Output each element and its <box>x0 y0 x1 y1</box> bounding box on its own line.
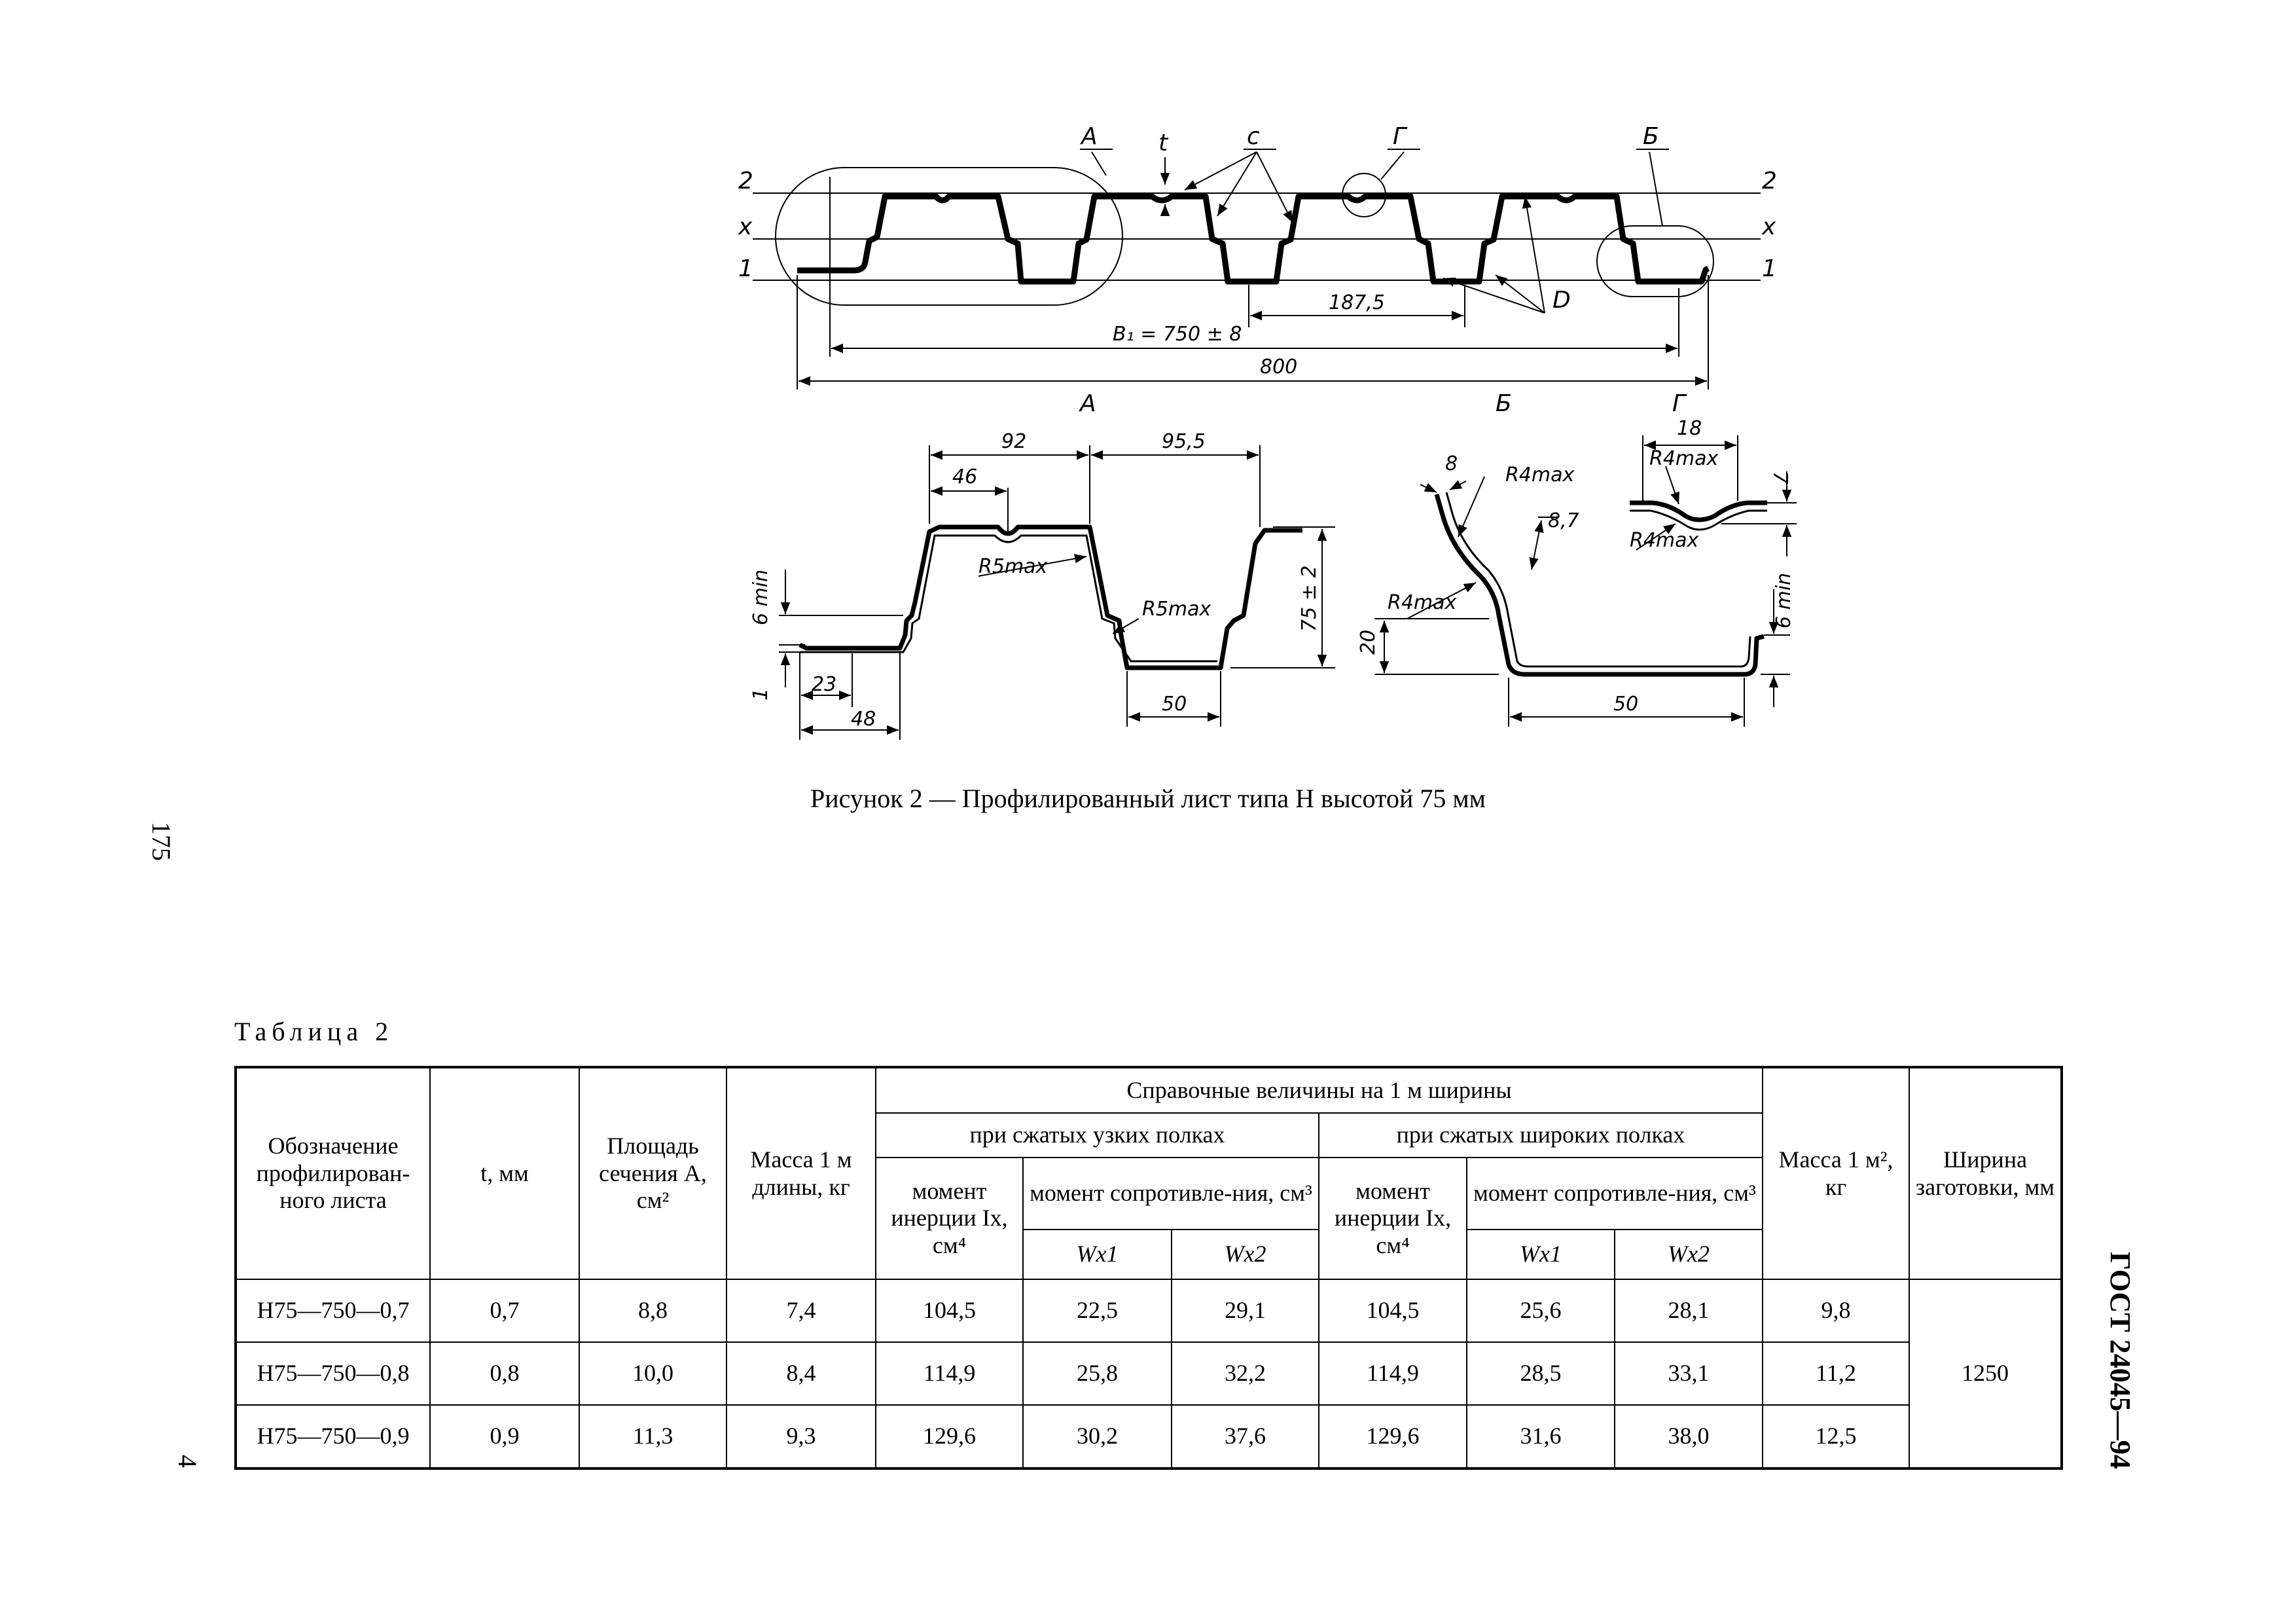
cell-wx2-wide: 38,0 <box>1615 1405 1763 1468</box>
axis-label-2-left: 2 <box>738 168 753 194</box>
dim-total: 800 <box>1260 356 1298 378</box>
header-wx1-wide: Wx1 <box>1467 1230 1615 1279</box>
detail-mark-b-main: Б <box>1643 123 1659 150</box>
header-mass-1m: Масса 1 м длины, кг <box>726 1067 876 1279</box>
header-wx2-narrow: Wx2 <box>1172 1230 1319 1279</box>
header-wx1-narrow: Wx1 <box>1023 1230 1172 1279</box>
axis-label-x-left: x <box>738 213 753 240</box>
cell-t: 0,9 <box>430 1405 579 1468</box>
header-blank-width: Ширина заготовки, мм <box>1909 1067 2062 1279</box>
cell-mass: 9,3 <box>726 1405 876 1468</box>
table-title: Таблица 2 <box>234 1017 394 1046</box>
axis-label-1-left: 1 <box>738 255 753 282</box>
dim-b1: B₁ = 750 ± 8 <box>1113 323 1242 346</box>
header-reference: Справочные величины на 1 м ширины <box>876 1067 1763 1113</box>
cell-area: 10,0 <box>579 1342 726 1405</box>
header-wx2-wide: Wx2 <box>1615 1230 1763 1279</box>
cell-wx2-wide: 28,1 <box>1615 1279 1763 1342</box>
dim-b-6min: 6 min <box>1772 572 1795 629</box>
cell-ix-narrow: 129,6 <box>876 1405 1023 1468</box>
dim-a-r5-bottom: R5max <box>1142 598 1211 621</box>
header-area: Площадь сечения A, см² <box>579 1067 726 1279</box>
table-row <box>236 1342 2062 1405</box>
detail-b-title: Б <box>1496 390 1512 417</box>
dim-a-75: 75 ± 2 <box>1298 565 1321 632</box>
axis-label-1-right: 1 <box>1762 255 1777 282</box>
cell-ix-narrow: 114,9 <box>876 1342 1023 1405</box>
c-leaders <box>1185 149 1293 223</box>
cell-mass: 7,4 <box>726 1279 876 1342</box>
dim-a-48: 48 <box>851 708 876 731</box>
cell-mass-m2: 9,8 <box>1763 1279 1909 1342</box>
cell-wx2-narrow: 32,2 <box>1172 1342 1319 1405</box>
detail-a-title: А <box>1080 390 1096 417</box>
axis-label-2-right: 2 <box>1762 168 1777 194</box>
dim-a-50: 50 <box>1162 693 1187 716</box>
cell-ix-wide: 129,6 <box>1319 1405 1467 1468</box>
cell-t: 0,8 <box>430 1342 579 1405</box>
axis-label-x-right: x <box>1762 213 1776 240</box>
header-w-narrow: момент сопротивле-ния, см³ <box>1023 1158 1319 1230</box>
cell-wx1-narrow: 25,8 <box>1023 1342 1172 1405</box>
cell-designation: Н75—750—0,8 <box>236 1342 430 1405</box>
dim-g-7: 7 <box>1768 471 1791 484</box>
dim-g-18: 18 <box>1677 417 1702 440</box>
dim-a-6min: 6 min <box>749 569 772 625</box>
dim-pitch: 187,5 <box>1329 291 1385 314</box>
page-number: 175 <box>147 822 176 861</box>
cell-mass-m2: 12,5 <box>1763 1405 1909 1468</box>
cell-designation: Н75—750—0,7 <box>236 1279 430 1342</box>
detail-mark-a-main: А <box>1081 123 1098 150</box>
dim-a-23: 23 <box>812 673 837 696</box>
cell-blank-width: 1250 <box>1909 1279 2062 1468</box>
header-wide: при сжатых широких полках <box>1319 1113 1763 1158</box>
cell-designation: Н75—750—0,9 <box>236 1405 430 1468</box>
cell-wx2-narrow: 29,1 <box>1172 1279 1319 1342</box>
reference-lines <box>753 193 1761 280</box>
c-label: c <box>1247 123 1260 150</box>
detail-b-profile <box>1437 494 1764 674</box>
dim-g-r4-top: R4max <box>1649 447 1719 470</box>
header-designation: Обозначение профилирован-ного листа <box>236 1067 430 1279</box>
dim-b-8: 8 <box>1445 452 1458 475</box>
dim-b-8-7: 8,7 <box>1548 509 1579 532</box>
figure-caption: Рисунок 2 — Профилированный лист типа Н высотой 75 мм <box>810 784 1486 813</box>
d-leaders <box>1443 196 1545 313</box>
table-row <box>236 1279 2062 1342</box>
header-ix-wide: момент инерции Ix, см⁴ <box>1319 1158 1467 1279</box>
cell-ix-narrow: 104,5 <box>876 1279 1023 1342</box>
cell-area: 8,8 <box>579 1279 726 1342</box>
dim-b-20: 20 <box>1357 629 1380 655</box>
cell-mass: 8,4 <box>726 1342 876 1405</box>
dim-a-95-5: 95,5 <box>1162 430 1206 453</box>
dim-b-r4-top: R4max <box>1505 464 1575 486</box>
cell-wx1-wide: 28,5 <box>1467 1342 1615 1405</box>
cell-t: 0,7 <box>430 1279 579 1342</box>
cell-area: 11,3 <box>579 1405 726 1468</box>
thickness-label: t <box>1158 130 1168 156</box>
detail-a-profile <box>800 527 1302 668</box>
header-t: t, мм <box>430 1067 579 1279</box>
dim-a-92: 92 <box>1001 430 1027 453</box>
header-w-wide: момент сопротивле-ния, см³ <box>1467 1158 1763 1230</box>
data-table <box>234 1066 2063 1470</box>
cell-wx1-wide: 31,6 <box>1467 1405 1615 1468</box>
dim-a-1: 1 <box>749 687 772 701</box>
cell-wx2-narrow: 37,6 <box>1172 1405 1319 1468</box>
header-mass-1m2: Масса 1 м², кг <box>1763 1067 1909 1279</box>
detail-b-outline <box>1597 226 1713 297</box>
cell-mass-m2: 11,2 <box>1763 1342 1909 1405</box>
cell-ix-wide: 114,9 <box>1319 1342 1467 1405</box>
cell-wx1-narrow: 30,2 <box>1023 1405 1172 1468</box>
dim-g-r4-bottom: R4max <box>1630 529 1699 552</box>
cell-wx1-narrow: 22,5 <box>1023 1279 1172 1342</box>
table-row <box>236 1405 2062 1468</box>
dim-b-r4-left: R4max <box>1388 591 1457 614</box>
detail-mark-g-main: Г <box>1393 123 1407 150</box>
profile-drawing <box>0 0 2296 786</box>
cell-wx2-wide: 33,1 <box>1615 1342 1763 1405</box>
dim-a-r5-top: R5max <box>978 555 1048 578</box>
doc-code: ГОСТ 24045—94 <box>2104 1252 2136 1469</box>
dim-a-46: 46 <box>952 465 978 488</box>
detail-a-dimensions <box>779 445 1335 740</box>
header-ix-narrow: момент инерции Ix, см⁴ <box>876 1158 1023 1279</box>
sheet-number: 4 <box>173 1455 202 1468</box>
detail-g-title: Г <box>1672 390 1686 417</box>
d-label: D <box>1552 287 1571 314</box>
cell-wx1-wide: 25,6 <box>1467 1279 1615 1342</box>
header-narrow: при сжатых узких полках <box>876 1113 1319 1158</box>
dim-b-50: 50 <box>1613 693 1639 716</box>
cell-ix-wide: 104,5 <box>1319 1279 1467 1342</box>
